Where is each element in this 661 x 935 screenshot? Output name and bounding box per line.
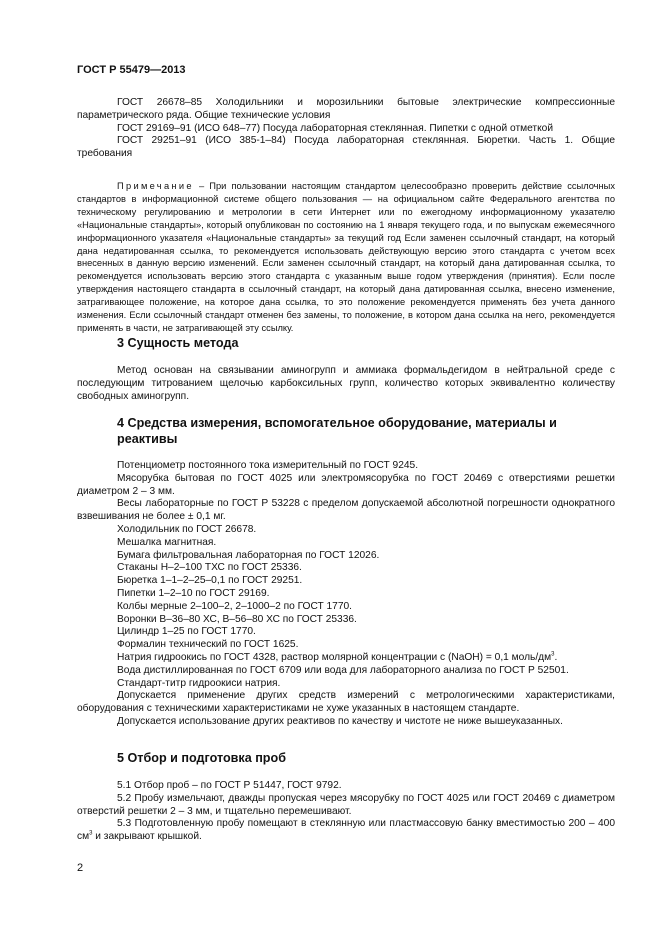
- section-4-body: [77, 460, 615, 729]
- paragraph-5-1: 5.1 Отбор проб – по ГОСТ Р 51447, ГОСТ 9792.: [117, 780, 342, 791]
- note-block: [77, 180, 615, 335]
- equipment-item: Цилиндр 1–25 по ГОСТ 1770.: [117, 626, 256, 638]
- p3-end: и закрывают крышкой.: [92, 831, 202, 843]
- equipment-item: Мешалка магнитная.: [117, 536, 217, 548]
- equipment-item: Стандарт-титр гидроокиси натрия.: [117, 677, 281, 689]
- note-label: Примечание: [117, 181, 194, 191]
- equipment-item: Формалин технический по ГОСТ 1625.: [117, 639, 299, 651]
- paragraph-5-3: [77, 818, 615, 844]
- section-4-heading: 4 Средства измерения, вспомогательное оборудование, материалы и реактивы: [117, 416, 557, 446]
- reference-item: ГОСТ 26678–85 Холодильники и морозильники бытовые электрические компрессионные параметрического ряда. Общие технические условия: [77, 97, 615, 121]
- note-text: – При пользовании настоящим стандартом целесообразно проверить действие ссылочных стандартов в информационной системе общего пользования — на официальном сайте Федерального агентства по техническому регулированию и метрологии в сети Интернет или по ежегодному информационному указателю «Национальные стандарты», который опубликован по состоянию на 1 января текущего года, и по выпускам ежемесячного информационного указателя «Национальные стандарты» за текущий год Если заменен ссылочный стандарт, на который дана недатированная ссылка, то рекомендуется использовать действующую версию этого стандарта с учетом всех внесенных в данную версию изменений. Если заменен ссылочный стандарт, на который дана датированная ссылка, то рекомендуется использовать версию этого стандарта с указанным выше годом утверждения (принятия). Если после утверждения настоящего стандарта в ссылочный стандарт, на который дана датированная ссылка, внесено изменение, затрагивающее положение, на которое дана ссылка, то это положение рекомендуется применять без учета данного изменения. Если ссылочный стандарт отменен без замены, то положение, в котором дана ссылка на него, рекомендуется применять в части, не затрагивающей эту ссылку.: [77, 181, 615, 333]
- equipment-item: Допускается применение других средств измерений с метрологическими характеристиками, оборудования с техническими характеристиками не хуже указанных в настоящем стандарте.: [77, 690, 615, 715]
- normative-references: [77, 97, 615, 161]
- equipment-item: Бумага фильтровальная лабораторная по ГОСТ 12026.: [117, 549, 380, 561]
- equipment-item: Бюретка 1–1–2–25–0,1 по ГОСТ 29251.: [117, 575, 303, 587]
- equipment-item: Вода дистиллированная по ГОСТ 6709 или вода для лабораторного анализа по ГОСТ Р 52501.: [117, 664, 569, 676]
- equipment-item-naoh: [77, 652, 615, 665]
- section-3-body: [77, 365, 615, 403]
- p3-text: 5.3 Подготовленную пробу помещают в стеклянную или пластмассовую банку вместимостью 200 – 400 см: [77, 818, 615, 843]
- section-5-heading: 5 Отбор и подготовка проб: [117, 751, 286, 765]
- equipment-item: Мясорубка бытовая по ГОСТ 4025 или электромясорубка по ГОСТ 20469 с отверстиями решетки диаметром 2 – 3 мм.: [77, 472, 615, 497]
- section-3-heading: 3 Сущность метода: [117, 336, 239, 350]
- paragraph: Метод основан на связывании аминогрупп и аммиака формальдегидом в нейтральной среде с последующим титрованием щелочью карбоксильных групп, количество которых эквивалентно количеству свободных аминогрупп.: [77, 365, 615, 402]
- equipment-item: Холодильник по ГОСТ 26678.: [117, 523, 257, 535]
- equipment-item: Допускается использование других реактивов по качеству и чистоте не ниже вышеуказанных.: [117, 715, 563, 727]
- page-number: 2: [77, 862, 84, 874]
- paragraph-5-2: 5.2 Пробу измельчают, дважды пропуская через мясорубку по ГОСТ 4025 или ГОСТ 20469 с диаметром отверстий решетки 2 – 3 мм, и тщательно перемешивают.: [77, 792, 615, 817]
- naoh-end: .: [554, 651, 558, 663]
- superscript: 3: [551, 651, 555, 658]
- equipment-item: Пипетки 1–2–10 по ГОСТ 29169.: [117, 587, 270, 599]
- superscript: 3: [89, 830, 93, 837]
- section-5-body: [77, 780, 615, 844]
- equipment-item: Стаканы Н–2–100 ТХС по ГОСТ 25336.: [117, 562, 302, 574]
- equipment-item: Потенциометр постоянного тока измерительный по ГОСТ 9245.: [117, 460, 419, 471]
- equipment-item: Воронки В–36–80 ХС, В–56–80 ХС по ГОСТ 25336.: [117, 613, 357, 625]
- equipment-item: Колбы мерные 2–100–2, 2–1000–2 по ГОСТ 1770.: [117, 600, 353, 612]
- equipment-item: Весы лабораторные по ГОСТ Р 53228 с пределом допускаемой абсолютной погрешности однократного взвешивания не более ± 0,1 мг.: [77, 498, 615, 523]
- document-header: ГОСТ Р 55479—2013: [77, 64, 186, 76]
- naoh-text: Натрия гидроокись по ГОСТ 4328, раствор молярной концентрации с (NaOH) = 0,1 моль/дм: [117, 651, 552, 663]
- reference-item: ГОСТ 29251–91 (ИСО 385-1–84) Посуда лабораторная стеклянная. Бюретки. Часть 1. Общие требования: [77, 135, 615, 160]
- reference-item: ГОСТ 29169–91 (ИСО 648–77) Посуда лабораторная стеклянная. Пипетки с одной отметкой: [117, 122, 554, 134]
